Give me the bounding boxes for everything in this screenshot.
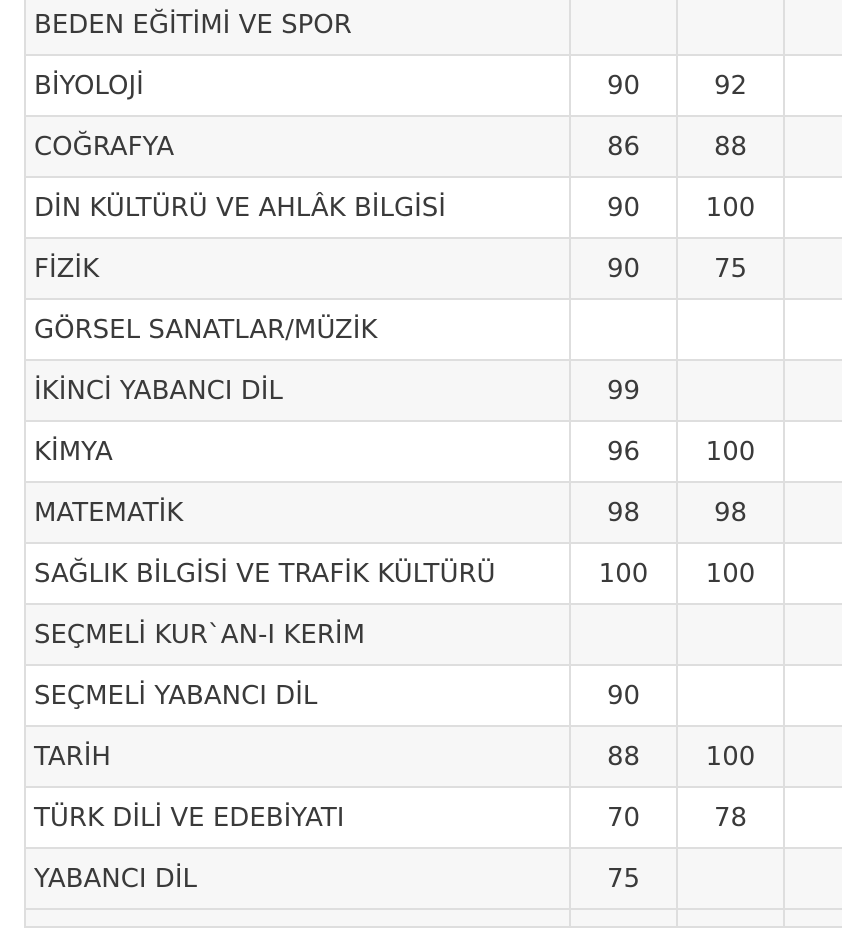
grade-cell-3: [784, 482, 842, 543]
table-row: [25, 0, 842, 55]
grade-cell-2: 100: [677, 177, 784, 238]
grade-cell-3: [784, 360, 842, 421]
table-row: [25, 116, 842, 177]
grade-cell-2: [677, 604, 784, 665]
grade-cell-3: [784, 726, 842, 787]
grade-cell-3: [784, 238, 842, 299]
table-row: [25, 848, 842, 909]
subject-cell: SEÇMELİ KUR`AN-I KERİM: [25, 604, 570, 665]
grade-cell-1: 75: [570, 848, 677, 909]
grades-table: [24, 0, 842, 928]
grade-cell-3: [784, 543, 842, 604]
subject-cell: TÜRK DİLİ VE EDEBİYATI: [25, 787, 570, 848]
table-row: [25, 665, 842, 726]
grade-cell-1: 90: [570, 238, 677, 299]
table-row-partial: [25, 909, 842, 927]
grade-cell-3: [784, 665, 842, 726]
grade-cell-2: 100: [677, 543, 784, 604]
grades-table-body: [25, 0, 842, 927]
table-row: [25, 543, 842, 604]
table-row: [25, 55, 842, 116]
grades-table-container: [24, 0, 842, 928]
subject-cell: İKİNCİ YABANCI DİL: [25, 360, 570, 421]
grade-cell-2: [677, 848, 784, 909]
grade-cell-3: [784, 55, 842, 116]
grade-cell-3: [784, 0, 842, 55]
grade-cell-1: 90: [570, 55, 677, 116]
table-row: [25, 726, 842, 787]
grade-cell-1: [570, 909, 677, 927]
grade-cell-1: [570, 299, 677, 360]
subject-cell: SAĞLIK BİLGİSİ VE TRAFİK KÜLTÜRÜ: [25, 543, 570, 604]
grade-cell-3: [784, 848, 842, 909]
grade-cell-2: [677, 665, 784, 726]
subject-cell: KİMYA: [25, 421, 570, 482]
subject-cell: MATEMATİK: [25, 482, 570, 543]
grade-cell-2: [677, 909, 784, 927]
grade-cell-1: 96: [570, 421, 677, 482]
grade-cell-1: 100: [570, 543, 677, 604]
subject-cell: BEDEN EĞİTİMİ VE SPOR: [25, 0, 570, 55]
grade-cell-2: 88: [677, 116, 784, 177]
table-row: [25, 177, 842, 238]
grade-cell-1: 90: [570, 177, 677, 238]
table-row: [25, 421, 842, 482]
table-row: [25, 299, 842, 360]
grade-cell-1: [570, 604, 677, 665]
table-row: [25, 604, 842, 665]
subject-cell: TARİH: [25, 726, 570, 787]
subject-cell: DİN KÜLTÜRÜ VE AHLÂK BİLGİSİ: [25, 177, 570, 238]
grade-cell-2: 100: [677, 421, 784, 482]
table-row: [25, 238, 842, 299]
subject-cell: YABANCI DİL: [25, 848, 570, 909]
grade-cell-1: [570, 0, 677, 55]
grade-cell-2: 98: [677, 482, 784, 543]
table-row: [25, 787, 842, 848]
table-row: [25, 360, 842, 421]
table-row: [25, 482, 842, 543]
subject-cell: FİZİK: [25, 238, 570, 299]
grade-cell-2: 100: [677, 726, 784, 787]
grade-cell-3: [784, 177, 842, 238]
grade-cell-2: [677, 360, 784, 421]
subject-cell: [25, 909, 570, 927]
grade-cell-3: [784, 116, 842, 177]
subject-cell: BİYOLOJİ: [25, 55, 570, 116]
grade-cell-3: [784, 604, 842, 665]
grade-cell-2: 75: [677, 238, 784, 299]
grade-cell-1: 90: [570, 665, 677, 726]
grade-cell-2: [677, 0, 784, 55]
grade-cell-2: 92: [677, 55, 784, 116]
subject-cell: GÖRSEL SANATLAR/MÜZİK: [25, 299, 570, 360]
grade-cell-3: [784, 909, 842, 927]
grade-cell-3: [784, 787, 842, 848]
grade-cell-3: [784, 299, 842, 360]
grade-cell-3: [784, 421, 842, 482]
grade-cell-1: 70: [570, 787, 677, 848]
subject-cell: COĞRAFYA: [25, 116, 570, 177]
subject-cell: SEÇMELİ YABANCI DİL: [25, 665, 570, 726]
grade-cell-1: 88: [570, 726, 677, 787]
grade-cell-1: 99: [570, 360, 677, 421]
grade-cell-2: [677, 299, 784, 360]
grade-cell-1: 86: [570, 116, 677, 177]
grade-cell-1: 98: [570, 482, 677, 543]
grade-cell-2: 78: [677, 787, 784, 848]
